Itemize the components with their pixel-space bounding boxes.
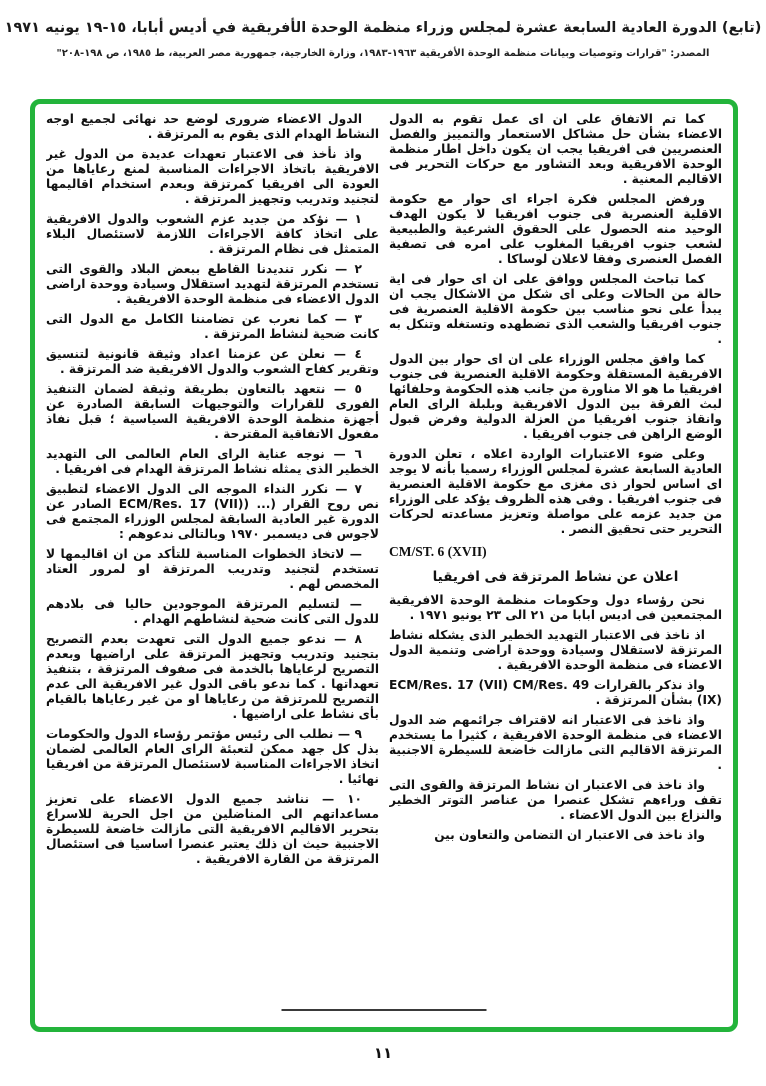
paragraph: واذ نأخذ فى الاعتبار تعهدات عديدة من الدول غير الافريقية باتخاذ الاجراءات المناسبة لمنع رعاياها من العودة الى افريقيا كمرتزقة وبعدم استخدام اقاليمها لتجنيد وتدريب وتجهيز المرتزقة .: [46, 147, 379, 206]
two-column-text: [46, 112, 722, 1001]
header-session-title: (تابع) الدورة العادية السابعة عشرة لمجلس وزراء منظمة الوحدة الأفريقية في أديس أبابا، ١٥-١٩ يونيه ١٩٧١: [4, 20, 762, 36]
end-of-text-rule: [282, 1009, 487, 1011]
resolution-code: CM/ST. 6 (XVII): [389, 544, 487, 559]
paragraph: واذ ناخذ فى الاعتبار ان التضامن والتعاون بين: [434, 828, 705, 842]
paragraph: واذ ناخذ فى الاعتبار ان نشاط المرتزقة والقوى التى تقف وراءهم تشكل عنصرا من عناصر التوتر الخطير والنزاع بين الدول الاعضاء .: [389, 778, 722, 822]
paragraph: ٥ — نتعهد بالتعاون بطريقة وثيقة لضمان التنفيذ الفورى للقرارات والتوجيهات السابقة الصادرة عن أجهزة منظمة الوحدة الافريقية السياسية ؛ قبل نفاذ مفعول الاتفاقية المقترحة .: [46, 382, 379, 441]
page-header: [0, 20, 766, 59]
content-frame: [30, 99, 738, 1032]
paragraph: ٨ — ندعو جميع الدول التى تعهدت بعدم التصريح بتجنيد وتدريب وتجهيز المرتزقة على اراضيها وبعدم التصريح لرعاياها بالخدمة فى صفوف المرتزقة ، بتنفيذ تعهداتها . كما ندعو باقى الدول غير الافريقية الى عدم التصريح للمرتزقة من رعاياها او من غير رعاياها بالقيام بأى نشاط على اراضيها .: [46, 632, 379, 721]
header-source-citation: المصدر: "قرارات وتوصيات وبيانات منظمة الوحدة الأفريقية ١٩٦٣-١٩٨٣، وزارة الخارجية، جمهورية مصر العربية، ط ١٩٨٥، ص ١٩٨-٢٠٨": [56, 48, 710, 59]
paragraph: الدول الاعضاء ضرورى لوضع حد نهائى لجميع اوجه النشاط الهدام الذى يقوم به المرتزقة .: [46, 112, 379, 141]
paragraph: واذ ناخذ فى الاعتبار انه لاقتراف جرائمهم ضد الدول الاعضاء فى منظمة الوحدة الافريقية ، كثيرا ما يستخدم المرتزقة الاقاليم التى مازالت خاضعة للسيطرة الاجنبية .: [389, 713, 722, 772]
paragraph: ٦ — نوجه عناية الراى العام العالمى الى التهديد الخطير الذى يمثله نشاط المرتزقة الهدام فى افريقيا .: [46, 447, 379, 476]
paragraph: — لتسليم المرتزقة الموجودين حاليا فى بلادهم للدول التى كانت ضحية لنشاطهم الهدام .: [46, 597, 379, 626]
paragraph: ٢ — نكرر تنديدنا القاطع ببعض البلاد والقوى التى تستخدم المرتزقة لتهديد استقلال وسيادة ووحدة اراضى الدول الاعضاء فى منظمة الوحدة الافريقية .: [46, 262, 379, 306]
paragraph: ورفض المجلس فكرة اجراء اى حوار مع حكومة الاقلية العنصرية فى جنوب افريقيا لا يكون الهدف الوحيد منه الحصول على الحقوق الشرعية والطبيعية لشعب جنوب افريقيا المغلوب على امره فى تصفية الفصل العنصرى وفقا لاعلان لوساكا .: [389, 192, 722, 266]
paragraph: واذ نذكر بالقرارات ECM/Res. 17 (VII) CM/Res. 49 (IX) بشأن المرتزقة .: [389, 678, 722, 707]
paragraph: نحن رؤساء دول وحكومات منظمة الوحدة الافريقية المجتمعين فى اديس ابابا من ٢١ الى ٢٣ يونيو ١٩٧١ .: [389, 593, 722, 622]
paragraph: وعلى ضوء الاعتبارات الواردة اعلاه ، تعلن الدورة العادية السابعة عشرة لمجلس الوزراء رسميا بأنه لا يوجد اى اساس لحوار ذى مغزى مع حكومة الاقلية العنصرية فى جنوب افريقيا . وفى هذه الظروف يؤكد على الوزراء من جديد عزمه على مواصلة وتعزيز مساعدته لحركات التحرير حتى تحقيق النصر .: [389, 447, 722, 536]
paragraph: — لاتخاذ الخطوات المناسبة للتأكد من ان اقاليمها لا تستخدم لتجنيد وتدريب المرتزقة او لمرور العتاد المخصص لهم .: [46, 547, 379, 591]
paragraph: ٣ — كما نعرب عن تضامننا الكامل مع الدول التى كانت ضحية لنشاط المرتزقة .: [46, 312, 379, 341]
section-heading: اعلان عن نشاط المرتزقة فى افريقيا: [432, 569, 679, 585]
paragraph: كما تم الاتفاق على ان اى عمل تقوم به الدول الاعضاء بشأن حل مشاكل الاستعمار والتمييز والفصل العنصريين فى افريقيا يجب ان يكون داخل اطار منظمة الوحدة الافريقية وبعد التشاور مع حركات التحرير فى الاقاليم المعنية .: [389, 112, 722, 186]
column-right: [389, 112, 722, 1001]
paragraph: كما تباحث المجلس ووافق على ان اى حوار فى اية حالة من الحالات وعلى اى شكل من الاشكال يجب ان يبدأ على نحو مناسب بين حكومة الاقلية العنصرية فى جنوب افريقيا والشعب الذى تضطهده وتستغله وتنكل به .: [389, 272, 722, 346]
paragraph: ١٠ — نناشد جميع الدول الاعضاء على تعزيز مساعداتهم الى المناضلين من اجل الحرية للاسراع بتحرير الاقاليم الافريقية التى مازالت خاضعة للسيطرة الاجنبية حيث ان ذلك يعتبر عنصرا اساسيا فى استئصال المرتزقة من القارة الافريقية .: [46, 792, 379, 866]
column-left: [46, 112, 379, 1001]
paragraph: كما وافق مجلس الوزراء على ان اى حوار بين الدول الافريقية المستقلة وحكومة الاقلية العنصرية فى جنوب افريقيا ما هو الا مناورة من جانب هذه الحكومة وحلفائها لبث الفرقة بين الدول الافريقية وبلبلة الراى العام وانقاذ جنوب افريقيا من العزلة الدولية وفرض قبول الوضع الراهن فى جنوب افريقيا .: [389, 352, 722, 441]
paragraph: ٩ — نطلب الى رئيس مؤتمر رؤساء الدول والحكومات بذل كل جهد ممكن لتعبئة الراى العام العالمى لضمان اتخاذ الاجراءات المناسبة لاستئصال المرتزقة من افريقيا نهائيا .: [46, 727, 379, 786]
paragraph: ١ — نؤكد من جديد عزم الشعوب والدول الافريقية على اتخاذ كافة الاجراءات اللازمة لاستئصال البلاء المتمثل فى نظام المرتزقة .: [46, 212, 379, 256]
paragraph: اذ ناخذ فى الاعتبار التهديد الخطير الذى يشكله نشاط المرتزقة لاستقلال وسيادة ووحدة اراضى وتنمية الدول الاعضاء فى منظمة الوحدة الافريقية .: [389, 628, 722, 672]
paragraph: ٧ — نكرر النداء الموجه الى الدول الاعضاء لتطبيق نص روح القرار (... (ECM/Res. 17 (VII) الصادر عن الدورة غير العادية السابقة لمجلس الوزراء المجتمع فى لاجوس فى ديسمبر ١٩٧٠ وبالتالى ندعوهم :: [46, 482, 379, 541]
paragraph: ٤ — نعلن عن عزمنا اعداد وثيقة قانونية لتنسيق وتقرير كفاح الشعوب والدول الافريقية ضد المرتزقة .: [46, 347, 379, 376]
page-number: ١١: [373, 1044, 393, 1062]
